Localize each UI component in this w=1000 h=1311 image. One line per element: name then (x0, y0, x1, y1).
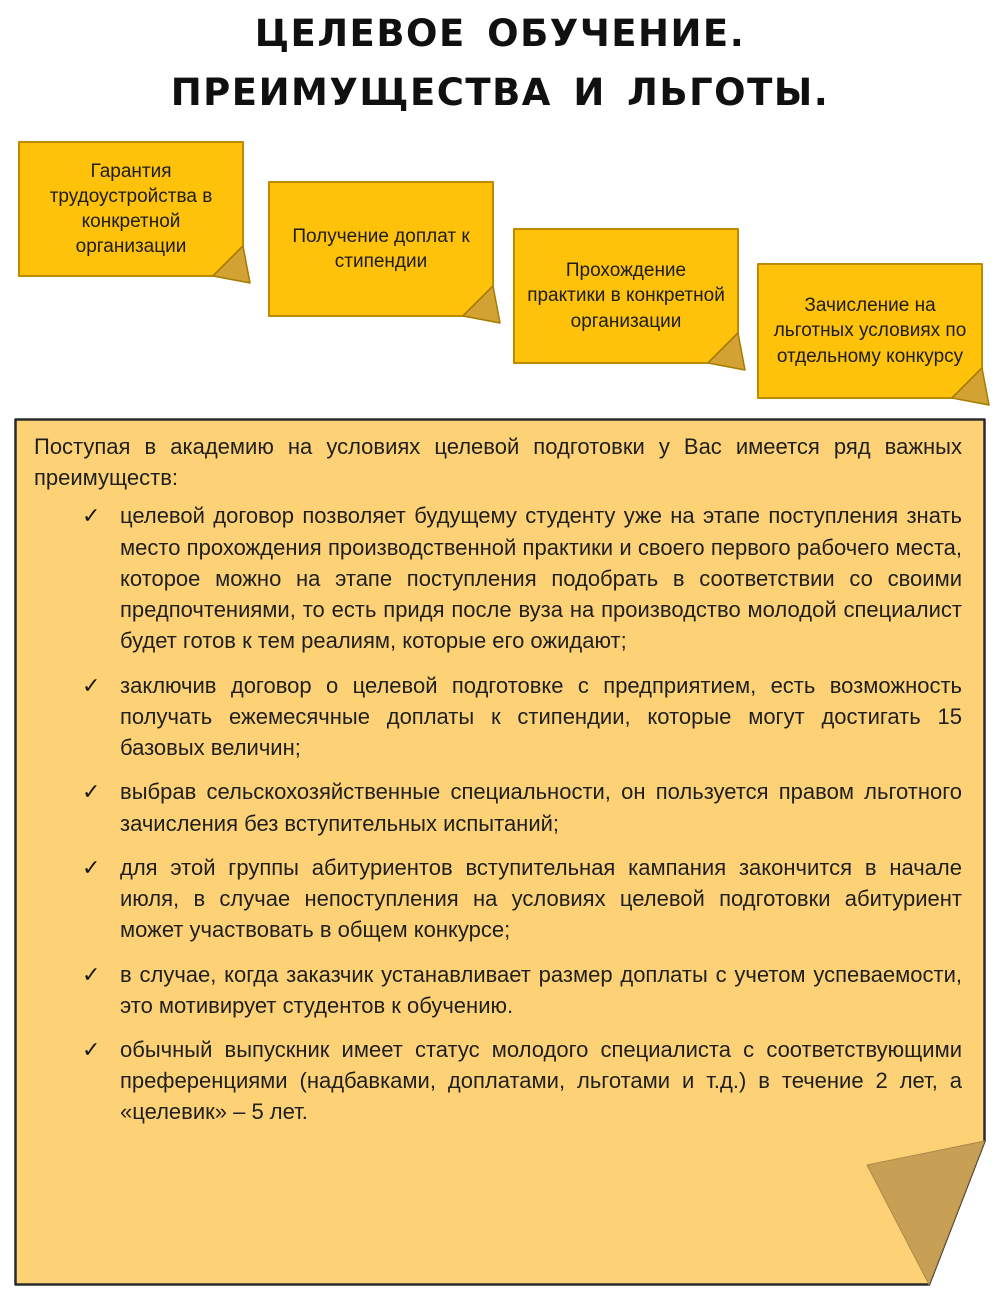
sticky-note-preferential-enrollment (757, 263, 983, 399)
checkmark-icon: ✓ (82, 854, 101, 880)
checkmark-icon: ✓ (82, 672, 101, 698)
benefits-note (14, 418, 986, 1286)
benefit-text: заключив договор о целевой подготовке с предприятием, есть возможность получать ежемесячные доплаты к стипендии, которые могут достигать 15 базовых величин; (120, 672, 962, 761)
sticky-note-employment-guarantee (18, 141, 244, 277)
checkmark-icon: ✓ (82, 503, 101, 529)
sticky-note-text: Гарантия трудоустройства в конкретной организации (49, 160, 213, 258)
checkmark-icon: ✓ (82, 779, 101, 805)
checkmark-icon: ✓ (82, 1036, 101, 1062)
sticky-note-text: Получение доплат к стипендии (292, 225, 470, 272)
title-line-1: ЦЕЛЕВОЕ ОБУЧЕНИЕ. (254, 12, 746, 55)
benefit-text: для этой группы абитуриентов вступительная кампания закончится в начале июля, в случае непоступления на условиях целевой подготовки абитуриент может участвовать в общем конкурсе; (120, 854, 962, 943)
sticky-note-stipend-bonus (268, 181, 494, 317)
page-title (0, 4, 1000, 122)
benefit-item (34, 776, 962, 838)
benefit-text: обычный выпускник имеет статус молодого специалиста с соответствующими преференциями (надбавками, доплатами, льготами и т.д.) в течение 2 лет, а «целевик» – 5 лет. (120, 1036, 962, 1125)
benefit-item (34, 670, 962, 764)
benefit-item (34, 959, 962, 1021)
benefit-item (34, 852, 962, 946)
benefits-intro: Поступая в академию на условиях целевой подготовки у Вас имеется ряд важных преимуществ: (34, 434, 962, 491)
checkmark-icon: ✓ (82, 961, 101, 987)
sticky-note-practice (513, 228, 739, 364)
benefit-item (34, 1034, 962, 1128)
benefits-content (14, 418, 986, 1286)
sticky-note-text: Прохождение практики в конкретной организации (527, 260, 725, 332)
benefit-text: в случае, когда заказчик устанавливает размер доплаты с учетом успеваемости, это мотивирует студентов к обучению. (120, 961, 962, 1018)
benefit-item (34, 500, 962, 656)
title-line-2: ПРЕИМУЩЕСТВА И ЛЬГОТЫ. (170, 71, 830, 115)
benefit-text: целевой договор позволяет будущему студенту уже на этапе поступления знать место прохождения производственной практики и своего первого рабочего места, которое можно на этапе поступления подобрать в соответствии со своими предпочтениями, то есть придя после вуза на производство молодой специалист будет готов к тем реалиям, которые его ожидают; (120, 503, 962, 654)
sticky-note-text: Зачисление на льготных условиях по отдельному конкурсу (773, 295, 967, 367)
benefit-text: выбрав сельскохозяйственные специальности, он пользуется правом льготного зачисления без вступительных испытаний; (120, 779, 962, 836)
